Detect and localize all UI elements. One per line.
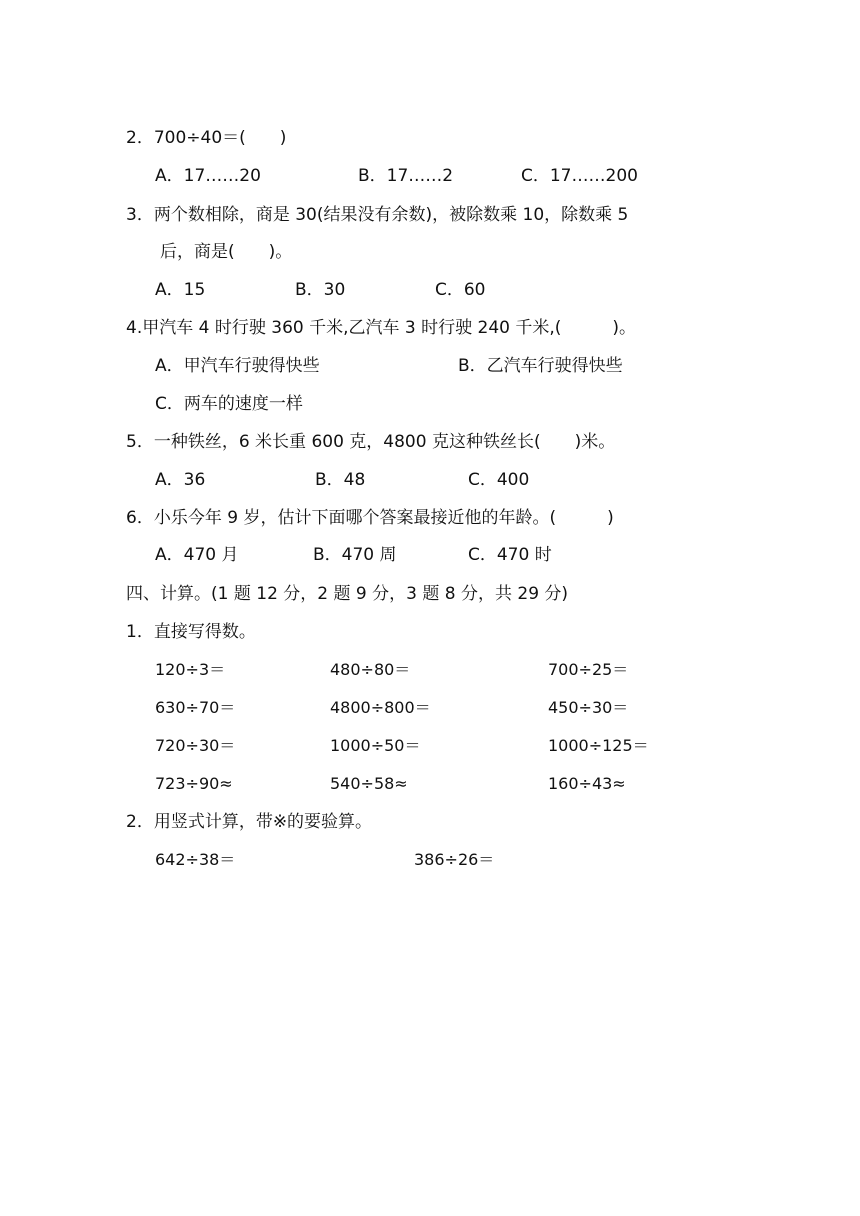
q6-option-b: B．470 周 xyxy=(313,545,397,565)
q6-option-a: A．470 月 xyxy=(155,545,239,565)
vertical-calc-item: 642÷38＝ xyxy=(155,850,236,869)
q6-option-c: C．470 时 xyxy=(468,545,552,565)
q5-option-b: B．48 xyxy=(315,470,366,490)
calc-item: 723÷90≈ xyxy=(155,774,233,793)
calc-item: 720÷30＝ xyxy=(155,736,236,755)
section4-heading: 四、计算。(1 题 12 分，2 题 9 分，3 题 8 分，共 29 分) xyxy=(126,584,569,604)
q2-option-b: B．17……2 xyxy=(358,166,454,186)
calc-item: 630÷70＝ xyxy=(155,698,236,717)
q4-option-b: B．乙汽车行驶得快些 xyxy=(458,356,623,376)
q3-stem-line2: 后，商是( )。 xyxy=(160,242,293,262)
q4-option-a: A．甲汽车行驶得快些 xyxy=(155,356,320,376)
q2-option-c: C．17……200 xyxy=(521,166,638,186)
section4-part1-title: 1．直接写得数。 xyxy=(126,622,256,642)
vertical-calc-item: 386÷26＝ xyxy=(414,850,495,869)
calc-item: 540÷58≈ xyxy=(330,774,408,793)
section4-part2-title: 2．用竖式计算，带※的要验算。 xyxy=(126,812,373,832)
calc-item: 1000÷125＝ xyxy=(548,736,649,755)
q2-stem: 2．700÷40＝( ) xyxy=(126,128,287,148)
q5-option-a: A．36 xyxy=(155,470,206,490)
q3-option-c: C．60 xyxy=(435,280,486,300)
q2-option-a: A．17……20 xyxy=(155,166,261,186)
calc-item: 480÷80＝ xyxy=(330,660,411,679)
q4-stem: 4.甲汽车 4 时行驶 360 千米,乙汽车 3 时行驶 240 千米,( )。 xyxy=(126,318,637,338)
q5-option-c: C．400 xyxy=(468,470,530,490)
q6-stem: 6．小乐今年 9 岁，估计下面哪个答案最接近他的年龄。( ) xyxy=(126,508,614,528)
calc-item: 4800÷800＝ xyxy=(330,698,431,717)
q3-option-a: A．15 xyxy=(155,280,206,300)
q3-stem-line1: 3．两个数相除，商是 30(结果没有余数)，被除数乘 10，除数乘 5 xyxy=(126,205,629,225)
calc-item: 120÷3＝ xyxy=(155,660,226,679)
calc-item: 700÷25＝ xyxy=(548,660,629,679)
q3-option-b: B．30 xyxy=(295,280,346,300)
calc-item: 1000÷50＝ xyxy=(330,736,421,755)
q5-stem: 5．一种铁丝，6 米长重 600 克，4800 克这种铁丝长( )米。 xyxy=(126,432,616,452)
calc-item: 450÷30＝ xyxy=(548,698,629,717)
calc-item: 160÷43≈ xyxy=(548,774,626,793)
q4-option-c: C．两车的速度一样 xyxy=(155,394,303,414)
